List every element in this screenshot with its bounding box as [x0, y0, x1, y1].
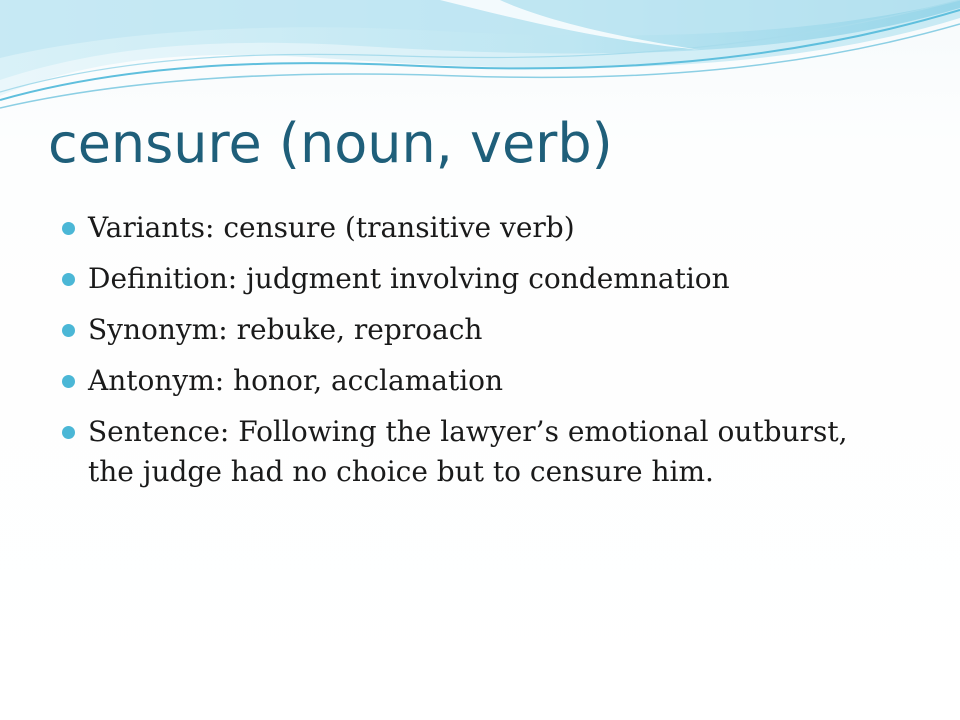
bullet-dot-icon [62, 426, 75, 439]
slide-title: censure (noun, verb) [48, 112, 613, 175]
bullet-dot-icon [62, 324, 75, 337]
bullet-text: Antonym: honor, acclamation [88, 364, 504, 397]
bullet-text: Definition: judgment involving condemnation [88, 262, 730, 295]
bullet-item-antonym [0, 361, 960, 401]
bullet-list [0, 208, 960, 503]
bullet-item-definition [0, 259, 960, 299]
bullet-text: Sentence: Following the lawyer’s emotional outburst, the judge had no choice but to censure him. [88, 415, 848, 488]
bullet-item-sentence [0, 412, 960, 492]
bullet-item-synonym [0, 310, 960, 350]
bullet-text: Synonym: rebuke, reproach [88, 313, 483, 346]
bullet-text: Variants: censure (transitive verb) [88, 211, 575, 244]
bullet-dot-icon [62, 273, 75, 286]
bullet-dot-icon [62, 375, 75, 388]
bullet-item-variants [0, 208, 960, 248]
bullet-dot-icon [62, 222, 75, 235]
